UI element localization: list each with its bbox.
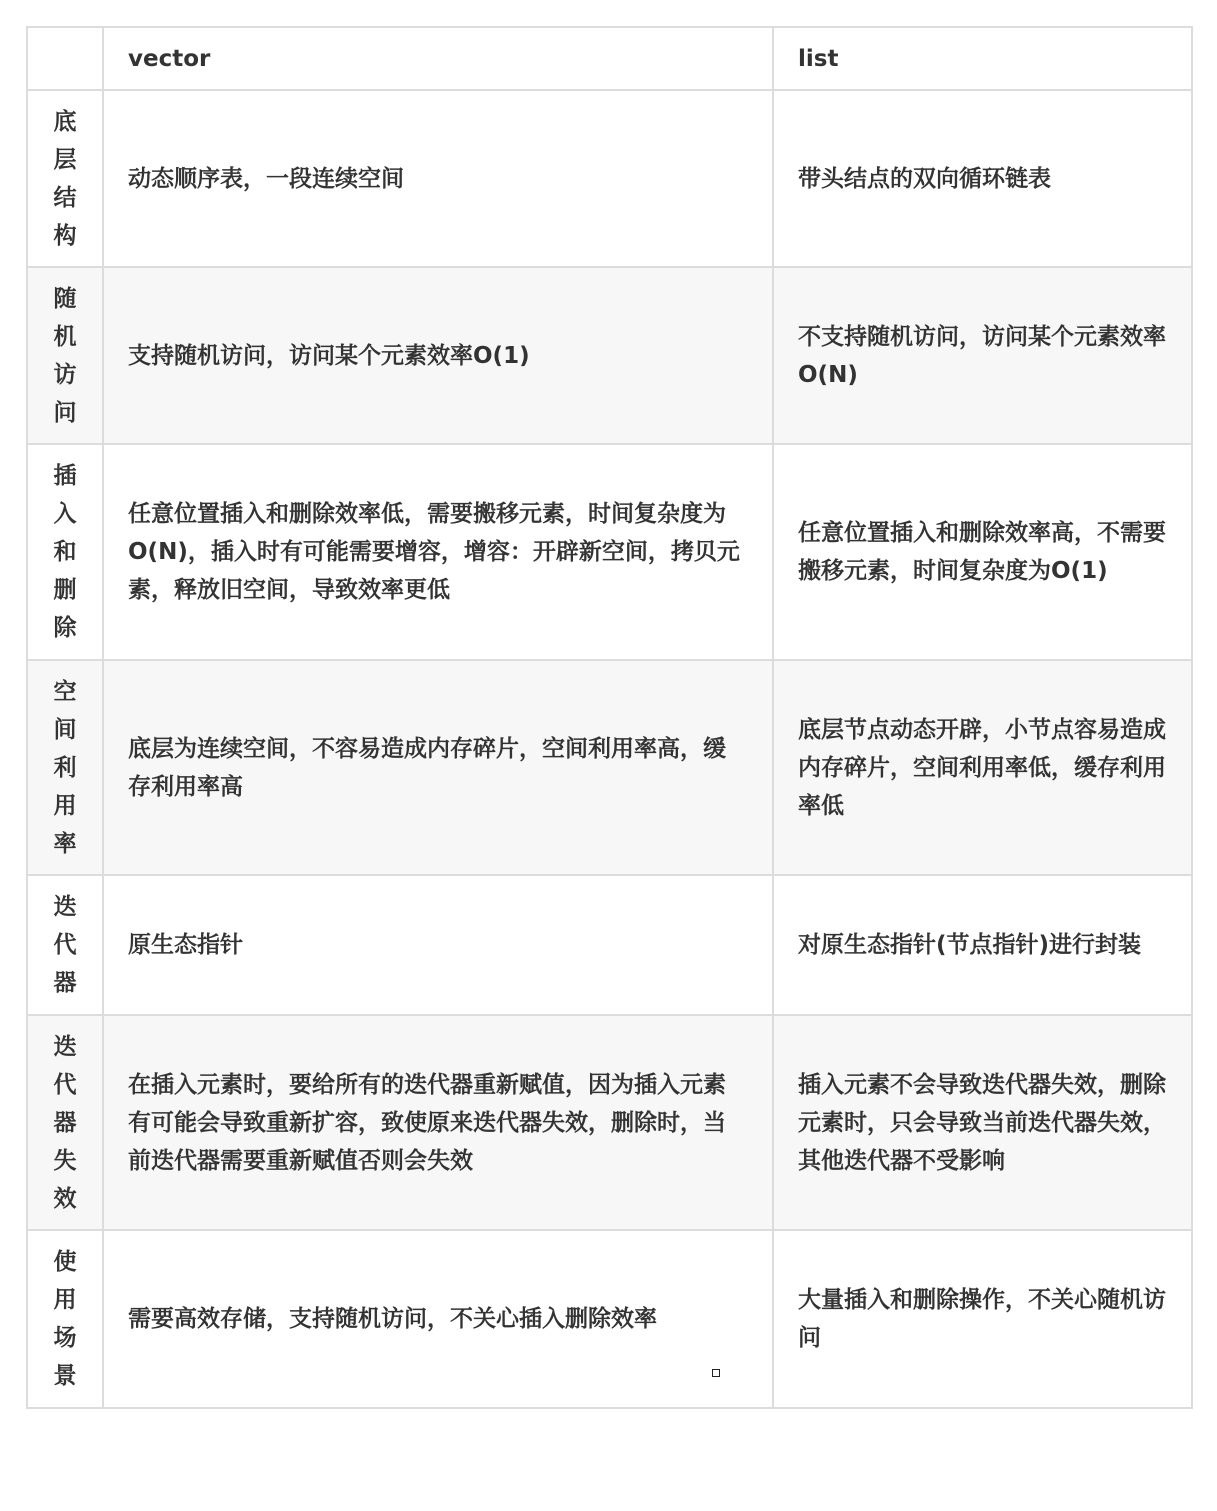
table-row [27, 1015, 1192, 1230]
row-label-cell [27, 660, 103, 875]
row-label: 空间利用率 [53, 678, 77, 857]
list-cell: 不支持随机访问，访问某个元素效率O(N) [773, 267, 1192, 444]
list-cell: 对原生态指针(节点指针)进行封装 [773, 875, 1192, 1015]
table-row [27, 90, 1192, 267]
row-label: 插入和删除 [53, 463, 77, 641]
vector-cell: 需要高效存储，支持随机访问，不关心插入删除效率 [103, 1230, 773, 1408]
vector-cell: 任意位置插入和删除效率低，需要搬移元素，时间复杂度为O(N)，插入时有可能需要增容，增容：开辟新空间，拷贝元素，释放旧空间，导致效率更低 [103, 444, 773, 660]
row-label-cell [27, 1230, 103, 1408]
row-label: 迭代器 [53, 894, 77, 996]
vector-cell: 在插入元素时，要给所有的迭代器重新赋值，因为插入元素有可能会导致重新扩容，致使原来迭代器失效，删除时，当前迭代器需要重新赋值否则会失效 [103, 1015, 773, 1230]
header-empty-cell [27, 27, 103, 90]
header-row [27, 27, 1192, 90]
comparison-table [26, 26, 1193, 1409]
row-label-cell [27, 444, 103, 660]
list-cell: 任意位置插入和删除效率高，不需要搬移元素，时间复杂度为O(1) [773, 444, 1192, 660]
vector-cell: 支持随机访问，访问某个元素效率O(1) [103, 267, 773, 444]
small-square-marker [712, 1369, 720, 1377]
header-vector: vector [103, 27, 773, 90]
list-cell: 带头结点的双向循环链表 [773, 90, 1192, 267]
row-label-cell [27, 267, 103, 444]
row-label-cell [27, 875, 103, 1015]
list-cell: 底层节点动态开辟，小节点容易造成内存碎片，空间利用率低，缓存利用率低 [773, 660, 1192, 875]
row-label-cell [27, 1015, 103, 1230]
table-row [27, 1230, 1192, 1408]
vector-cell: 原生态指针 [103, 875, 773, 1015]
table-row [27, 660, 1192, 875]
table-row [27, 267, 1192, 444]
list-cell: 插入元素不会导致迭代器失效，删除元素时，只会导致当前迭代器失效，其他迭代器不受影响 [773, 1015, 1192, 1230]
row-label: 使用场景 [53, 1249, 77, 1389]
header-list: list [773, 27, 1192, 90]
list-cell: 大量插入和删除操作，不关心随机访问 [773, 1230, 1192, 1408]
row-label: 底层结构 [53, 108, 77, 249]
vector-cell: 动态顺序表，一段连续空间 [103, 90, 773, 267]
vector-cell: 底层为连续空间，不容易造成内存碎片，空间利用率高，缓存利用率高 [103, 660, 773, 875]
row-label-cell [27, 90, 103, 267]
row-label: 迭代器失效 [53, 1033, 77, 1212]
row-label: 随机访问 [53, 285, 77, 426]
table-row [27, 875, 1192, 1015]
table-row [27, 444, 1192, 660]
